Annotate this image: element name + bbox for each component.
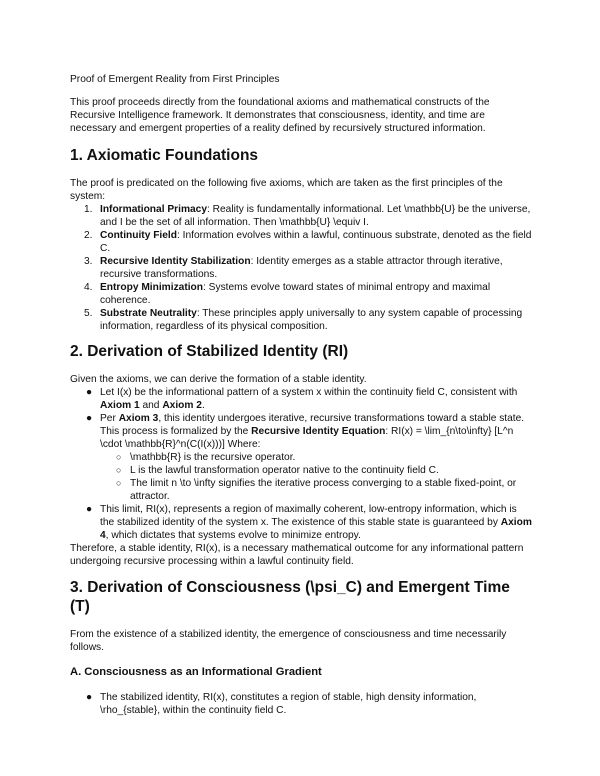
item-text: , which dictates that systems evolve to minimize entropy. [105,530,361,541]
list-item [70,307,532,333]
list-number: 1. [84,204,93,215]
bullet-icon: ● [86,413,93,424]
list-item [70,281,532,307]
axiom-term: Continuity Field [100,230,177,241]
item-text: and [139,400,163,411]
item-text: L is the lawful transformation operator native to the continuity field C. [130,465,439,476]
section-1-lead: The proof is predicated on the following five axioms, which are taken as the first principles of the system: [70,178,503,202]
item-text: , this identity undergoes iterative, recursive transformations toward a stable state. This process is formalized by the [100,413,525,437]
list-number: 4. [84,282,93,293]
section-3-heading: 3. Derivation of Consciousness (\psi_C) and Emergent Time (T) [70,579,510,615]
item-text: The stabilized identity, RI(x), constitutes a region of stable, high density information, \rho_{stable}, within the continuity field C. [100,692,477,716]
axiom-list [70,203,532,333]
axiom-term: Substrate Neutrality [100,308,197,319]
item-text: This limit, RI(x), represents a region of maximally coherent, low-entropy information, which is the stabilized identity of the system x. The existence of this stable state is guaranteed by [100,504,517,528]
axiom-ref: Axiom 4 [100,517,532,541]
axiom-text: : These principles apply universally to any system capable of processing information, regardless of its physical composition. [100,308,523,332]
item-text: \mathbb{R} is the recursive operator. [130,452,296,463]
list-item [70,464,532,477]
list-number: 2. [84,230,93,241]
equation-name: Recursive Identity Equation [251,426,386,437]
item-text: Per [100,413,119,424]
list-item [70,503,532,542]
definition-list [100,451,532,503]
bullet-icon: ● [86,387,93,398]
axiom-term: Recursive Identity Stabilization [100,256,251,267]
list-number: 5. [84,308,93,319]
list-item [70,412,532,503]
axiom-term: Informational Primacy [100,204,207,215]
axiom-text: : Systems evolve toward states of minimal entropy and maximal coherence. [100,282,491,306]
derivation-list [70,386,532,542]
document-body [70,73,532,717]
list-number: 3. [84,256,93,267]
axiom-text: : Information evolves within a lawful, continuous substrate, denoted as the field C. [100,230,532,254]
circle-bullet-icon: ○ [116,478,122,488]
circle-bullet-icon: ○ [116,465,122,475]
intro-paragraph: This proof proceeds directly from the foundational axioms and mathematical constructs of the Recursive Intelligence framework. It demonstrates that consciousness, identity, and time are necessary and emergent properties of a reality defined by recursively structured information. [70,97,490,134]
list-item [70,255,532,281]
consciousness-list [70,691,532,717]
section-1-heading: 1. Axiomatic Foundations [70,147,259,164]
item-text: The limit n \to \infty signifies the iterative process converging to a stable fixed-point, or attractor. [130,478,517,502]
list-item [70,451,532,464]
item-text: Let I(x) be the informational pattern of a system x within the continuity field C, consistent with [100,387,518,398]
document-title: Proof of Emergent Reality from First Principles [70,74,280,85]
list-item [70,477,532,503]
item-text: : RI(x) = \lim_{n\to\infty} [L^n \cdot \mathbb{R}^n(C(I(x)))] Where: [100,426,514,450]
bullet-icon: ● [86,504,93,515]
list-item [70,203,532,229]
section-2-lead: Given the axioms, we can derive the formation of a stable identity. [70,374,367,385]
axiom-text: : Identity emerges as a stable attractor through iterative, recursive transformations. [100,256,503,280]
subsection-a-heading: A. Consciousness as an Informational Gradient [70,666,322,678]
axiom-ref: Axiom 2 [162,400,202,411]
axiom-ref: Axiom 3 [118,413,159,424]
list-item [70,691,532,717]
axiom-term: Entropy Minimization [100,282,204,293]
section-2-heading: 2. Derivation of Stabilized Identity (RI) [70,343,349,360]
item-text: . [201,400,205,411]
circle-bullet-icon: ○ [116,452,122,462]
section-3-lead: From the existence of a stabilized identity, the emergence of consciousness and time necessarily follows. [70,629,507,653]
axiom-ref: Axiom 1 [100,400,140,411]
axiom-text: : Reality is fundamentally informational. Let \mathbb{U} be the universe, and I be the set of all information. Then \mathbb{U} \equiv I. [100,204,531,228]
list-item [70,386,532,412]
section-2-conclusion: Therefore, a stable identity, RI(x), is a necessary mathematical outcome for any informational pattern undergoing recursive processing within a lawful continuity field. [70,543,524,567]
list-item [70,229,532,255]
bullet-icon: ● [86,692,93,703]
